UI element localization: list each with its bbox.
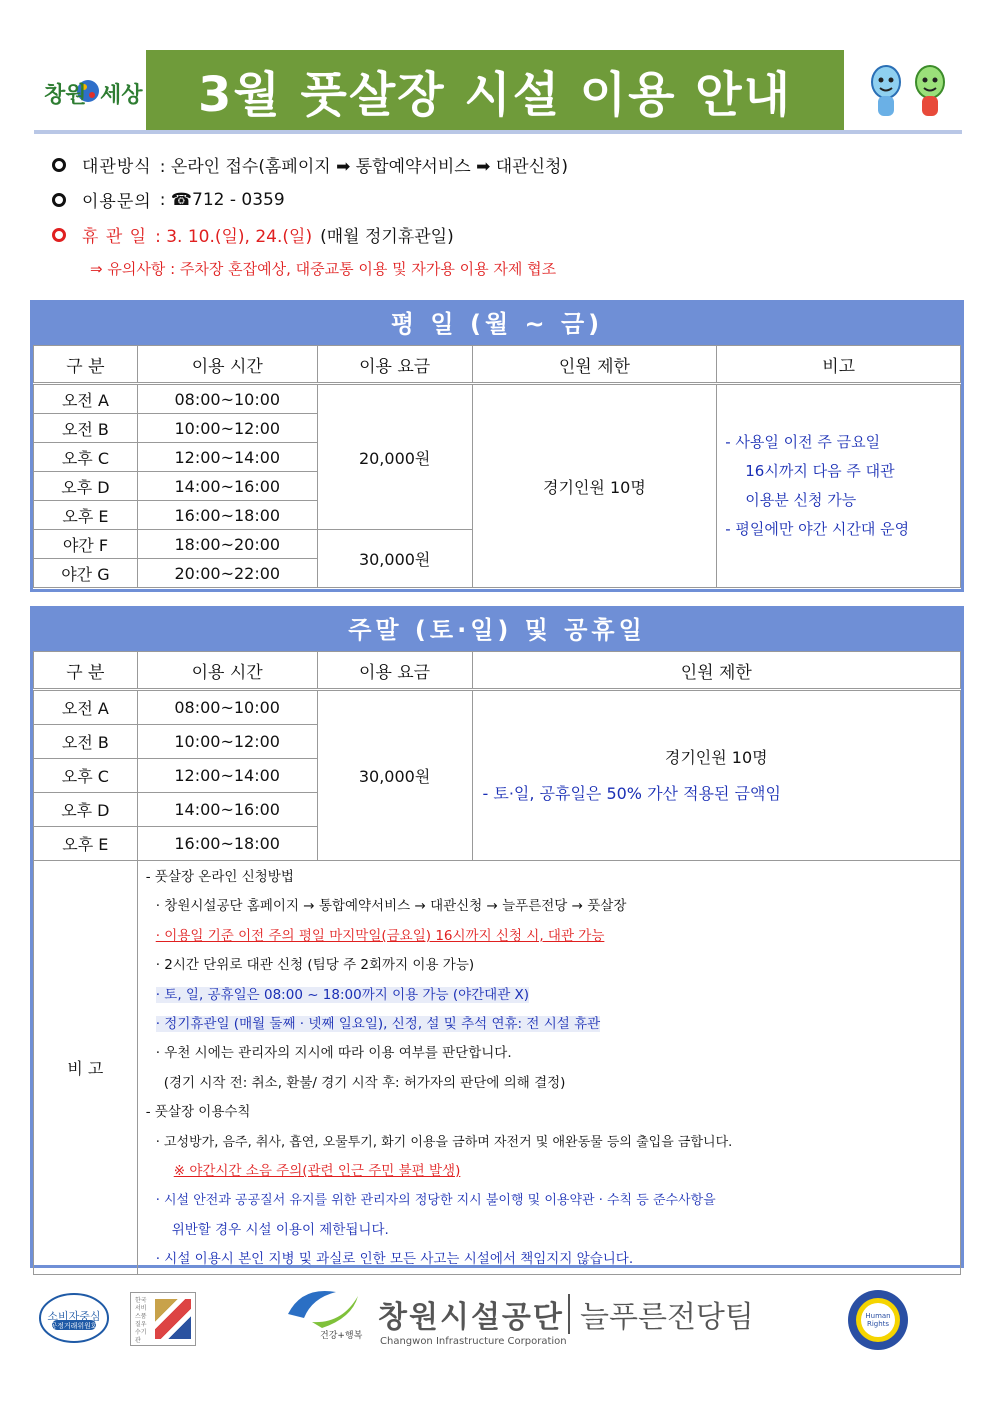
info-contact	[52, 187, 285, 212]
mascot-illustration	[858, 60, 958, 124]
slot-cell: 오후 D	[34, 793, 138, 827]
remark-line: 16시까지 다음 주 대관	[745, 462, 895, 480]
remark-line	[146, 1010, 960, 1039]
health-happiness-logo	[282, 1284, 364, 1350]
slot-cell: 오전 A	[34, 690, 138, 725]
info-extra: (매월 정기휴관일)	[320, 227, 454, 247]
slot-cell: 야간 F	[34, 530, 138, 559]
remark-line: - 풋살장 이용수칙	[145, 1104, 251, 1121]
limit-cell: 경기인원 10명	[472, 384, 717, 588]
remark-line: 위반할 경우 시설 이용이 제한됩니다.	[171, 1221, 389, 1238]
org-name: 창원시설공단	[378, 1300, 564, 1335]
remark-line: · 우천 시에는 관리자의 지시에 따라 이용 여부를 판단합니다.	[155, 1045, 512, 1062]
caution-note: ⇒ 유의사항 : 주차장 혼잡예상, 대중교통 이용 및 자가용 이용 자제 협조	[90, 260, 557, 278]
col-header: 이용 요금	[317, 652, 472, 690]
fee-cell: 30,000원	[317, 690, 472, 861]
limit-cell	[472, 690, 961, 861]
bullet-circle-icon	[52, 193, 66, 207]
slot-cell: 오후 E	[34, 501, 138, 530]
header-divider	[34, 130, 962, 134]
ccm-text: 소비자중심	[47, 1310, 101, 1323]
table-row	[34, 690, 961, 725]
remark-line: - 평일에만 야간 시간대 운영	[725, 520, 910, 538]
human-rights-text: Human Rights	[865, 1312, 891, 1328]
time-cell: 16:00~18:00	[137, 827, 317, 861]
info-value: : ☎712 - 0359	[159, 189, 285, 210]
time-cell: 08:00~10:00	[137, 690, 317, 725]
remark-line: · 고성방가, 음주, 취사, 흡연, 오물투기, 화기 이용을 금하며 자전거 및 애완동물 등의 출입을 금합니다.	[155, 1134, 733, 1150]
limit-text: 경기인원 10명	[664, 747, 768, 767]
info-value: : 온라인 접수(홈페이지 ➡ 통합예약서비스 ➡ 대관신청)	[159, 157, 569, 177]
weekday-table	[33, 345, 961, 588]
fee-cell: 30,000원	[317, 530, 472, 588]
table-row	[34, 384, 961, 414]
remark-line: - 사용일 이전 주 금요일	[725, 433, 881, 451]
ccm-badge	[38, 1290, 110, 1346]
bullet-circle-icon	[52, 228, 66, 242]
info-closed-days	[52, 222, 454, 247]
info-key: 대관방식	[82, 157, 152, 177]
remark-text: · 이용일 기준 이전 주의 평일 마지막일(금요일) 16시까지 신청 시, 대관 가능	[155, 927, 605, 944]
info-key: 휴 관 일	[82, 227, 148, 247]
city-logo	[40, 62, 143, 120]
table-row	[34, 861, 961, 1275]
col-header: 이용 시간	[137, 652, 317, 690]
col-header: 구 분	[34, 346, 138, 384]
col-header: 이용 시간	[137, 346, 317, 384]
bullet-circle-icon	[52, 158, 66, 172]
remark-line	[146, 981, 960, 1010]
remark-line: · 시설 이용시 본인 지병 및 과실로 인한 모든 사고는 시설에서 책임지지 않습니다.	[155, 1251, 634, 1268]
cert-text: 한국서비스품질우수기관	[135, 1297, 147, 1344]
org-english-name: Changwon Infrastructure Corporation	[380, 1336, 567, 1347]
remark-line: · 창원시설공단 홈페이지 → 통합예약서비스 → 대관신청 → 늘푸른전당 → 풋살장	[155, 898, 627, 915]
remark-line: · 2시간 단위로 대관 신청 (팀당 주 2회까지 이용 가능)	[155, 957, 475, 974]
fee-cell: 20,000원	[317, 384, 472, 530]
remark-line	[146, 922, 960, 951]
slot-cell: 오후 D	[34, 472, 138, 501]
slot-cell: 오후 C	[34, 443, 138, 472]
slogan-text: 건강+행복	[320, 1331, 363, 1341]
limit-note: - 토·일, 공휴일은 50% 가산 적용된 금액임	[482, 783, 781, 803]
slot-cell: 야간 G	[34, 559, 138, 588]
remark-line	[146, 1157, 960, 1186]
info-key: 이용문의	[82, 192, 152, 212]
col-header: 비고	[717, 346, 961, 384]
col-header: 인원 제한	[472, 652, 961, 690]
slot-cell: 오후 C	[34, 759, 138, 793]
time-cell: 08:00~10:00	[137, 384, 317, 414]
time-cell: 16:00~18:00	[137, 501, 317, 530]
slot-cell: 오전 B	[34, 414, 138, 443]
svg-text:세상: 세상	[100, 83, 143, 108]
remark-text: ※ 야간시간 소음 주의(관련 인근 주민 불편 발생)	[173, 1162, 461, 1179]
info-rental-method	[52, 152, 568, 177]
remark-text: · 정기휴관일 (매월 둘째 · 넷째 일요일), 신정, 설 및 추석 연휴: 전 시설 휴관	[155, 1015, 601, 1032]
remark-text: · 토, 일, 공휴일은 08:00 ~ 18:00까지 이용 가능 (야간대관 X)	[155, 986, 530, 1003]
remark-label: 비 고	[34, 861, 138, 1275]
time-cell: 10:00~12:00	[137, 725, 317, 759]
human-rights-badge	[846, 1288, 910, 1352]
col-header: 인원 제한	[472, 346, 717, 384]
time-cell: 14:00~16:00	[137, 793, 317, 827]
slot-cell: 오후 E	[34, 827, 138, 861]
quality-cert-badge	[130, 1292, 196, 1346]
time-cell: 14:00~16:00	[137, 472, 317, 501]
remark-line: (경기 시작 전: 취소, 환불/ 경기 시작 후: 허가자의 판단에 의해 결정)	[163, 1074, 566, 1091]
footer-divider	[568, 1294, 570, 1334]
remark-line: - 풋살장 온라인 신청방법	[145, 869, 294, 885]
team-name: 늘푸른전당팀	[580, 1300, 754, 1335]
weekend-table	[33, 651, 961, 1275]
remark-cell	[137, 861, 960, 1275]
weekday-section-title: 평 일 (월 ~ 금)	[30, 300, 964, 342]
remark-line: 이용분 신청 가능	[745, 491, 857, 509]
time-cell: 12:00~14:00	[137, 759, 317, 793]
svg-text:창원: 창원	[44, 83, 87, 108]
slot-cell: 오전 B	[34, 725, 138, 759]
info-value: : 3. 10.(일), 24.(일)	[155, 227, 313, 247]
weekend-section-title: 주말 (토·일) 및 공휴일	[30, 606, 964, 648]
remark-line: · 시설 안전과 공공질서 유지를 위한 관리자의 정당한 지시 불이행 및 이용약관 · 수칙 등 준수사항을	[155, 1193, 716, 1209]
slot-cell: 오전 A	[34, 384, 138, 414]
time-cell: 18:00~20:00	[137, 530, 317, 559]
time-cell: 20:00~22:00	[137, 559, 317, 588]
time-cell: 10:00~12:00	[137, 414, 317, 443]
remark-cell	[717, 384, 961, 588]
page-title: 3월 풋살장 시설 이용 안내	[146, 50, 850, 130]
col-header: 구 분	[34, 652, 138, 690]
ccm-sub: 공정거래위원회	[50, 1322, 98, 1330]
col-header: 이용 요금	[317, 346, 472, 384]
time-cell: 12:00~14:00	[137, 443, 317, 472]
